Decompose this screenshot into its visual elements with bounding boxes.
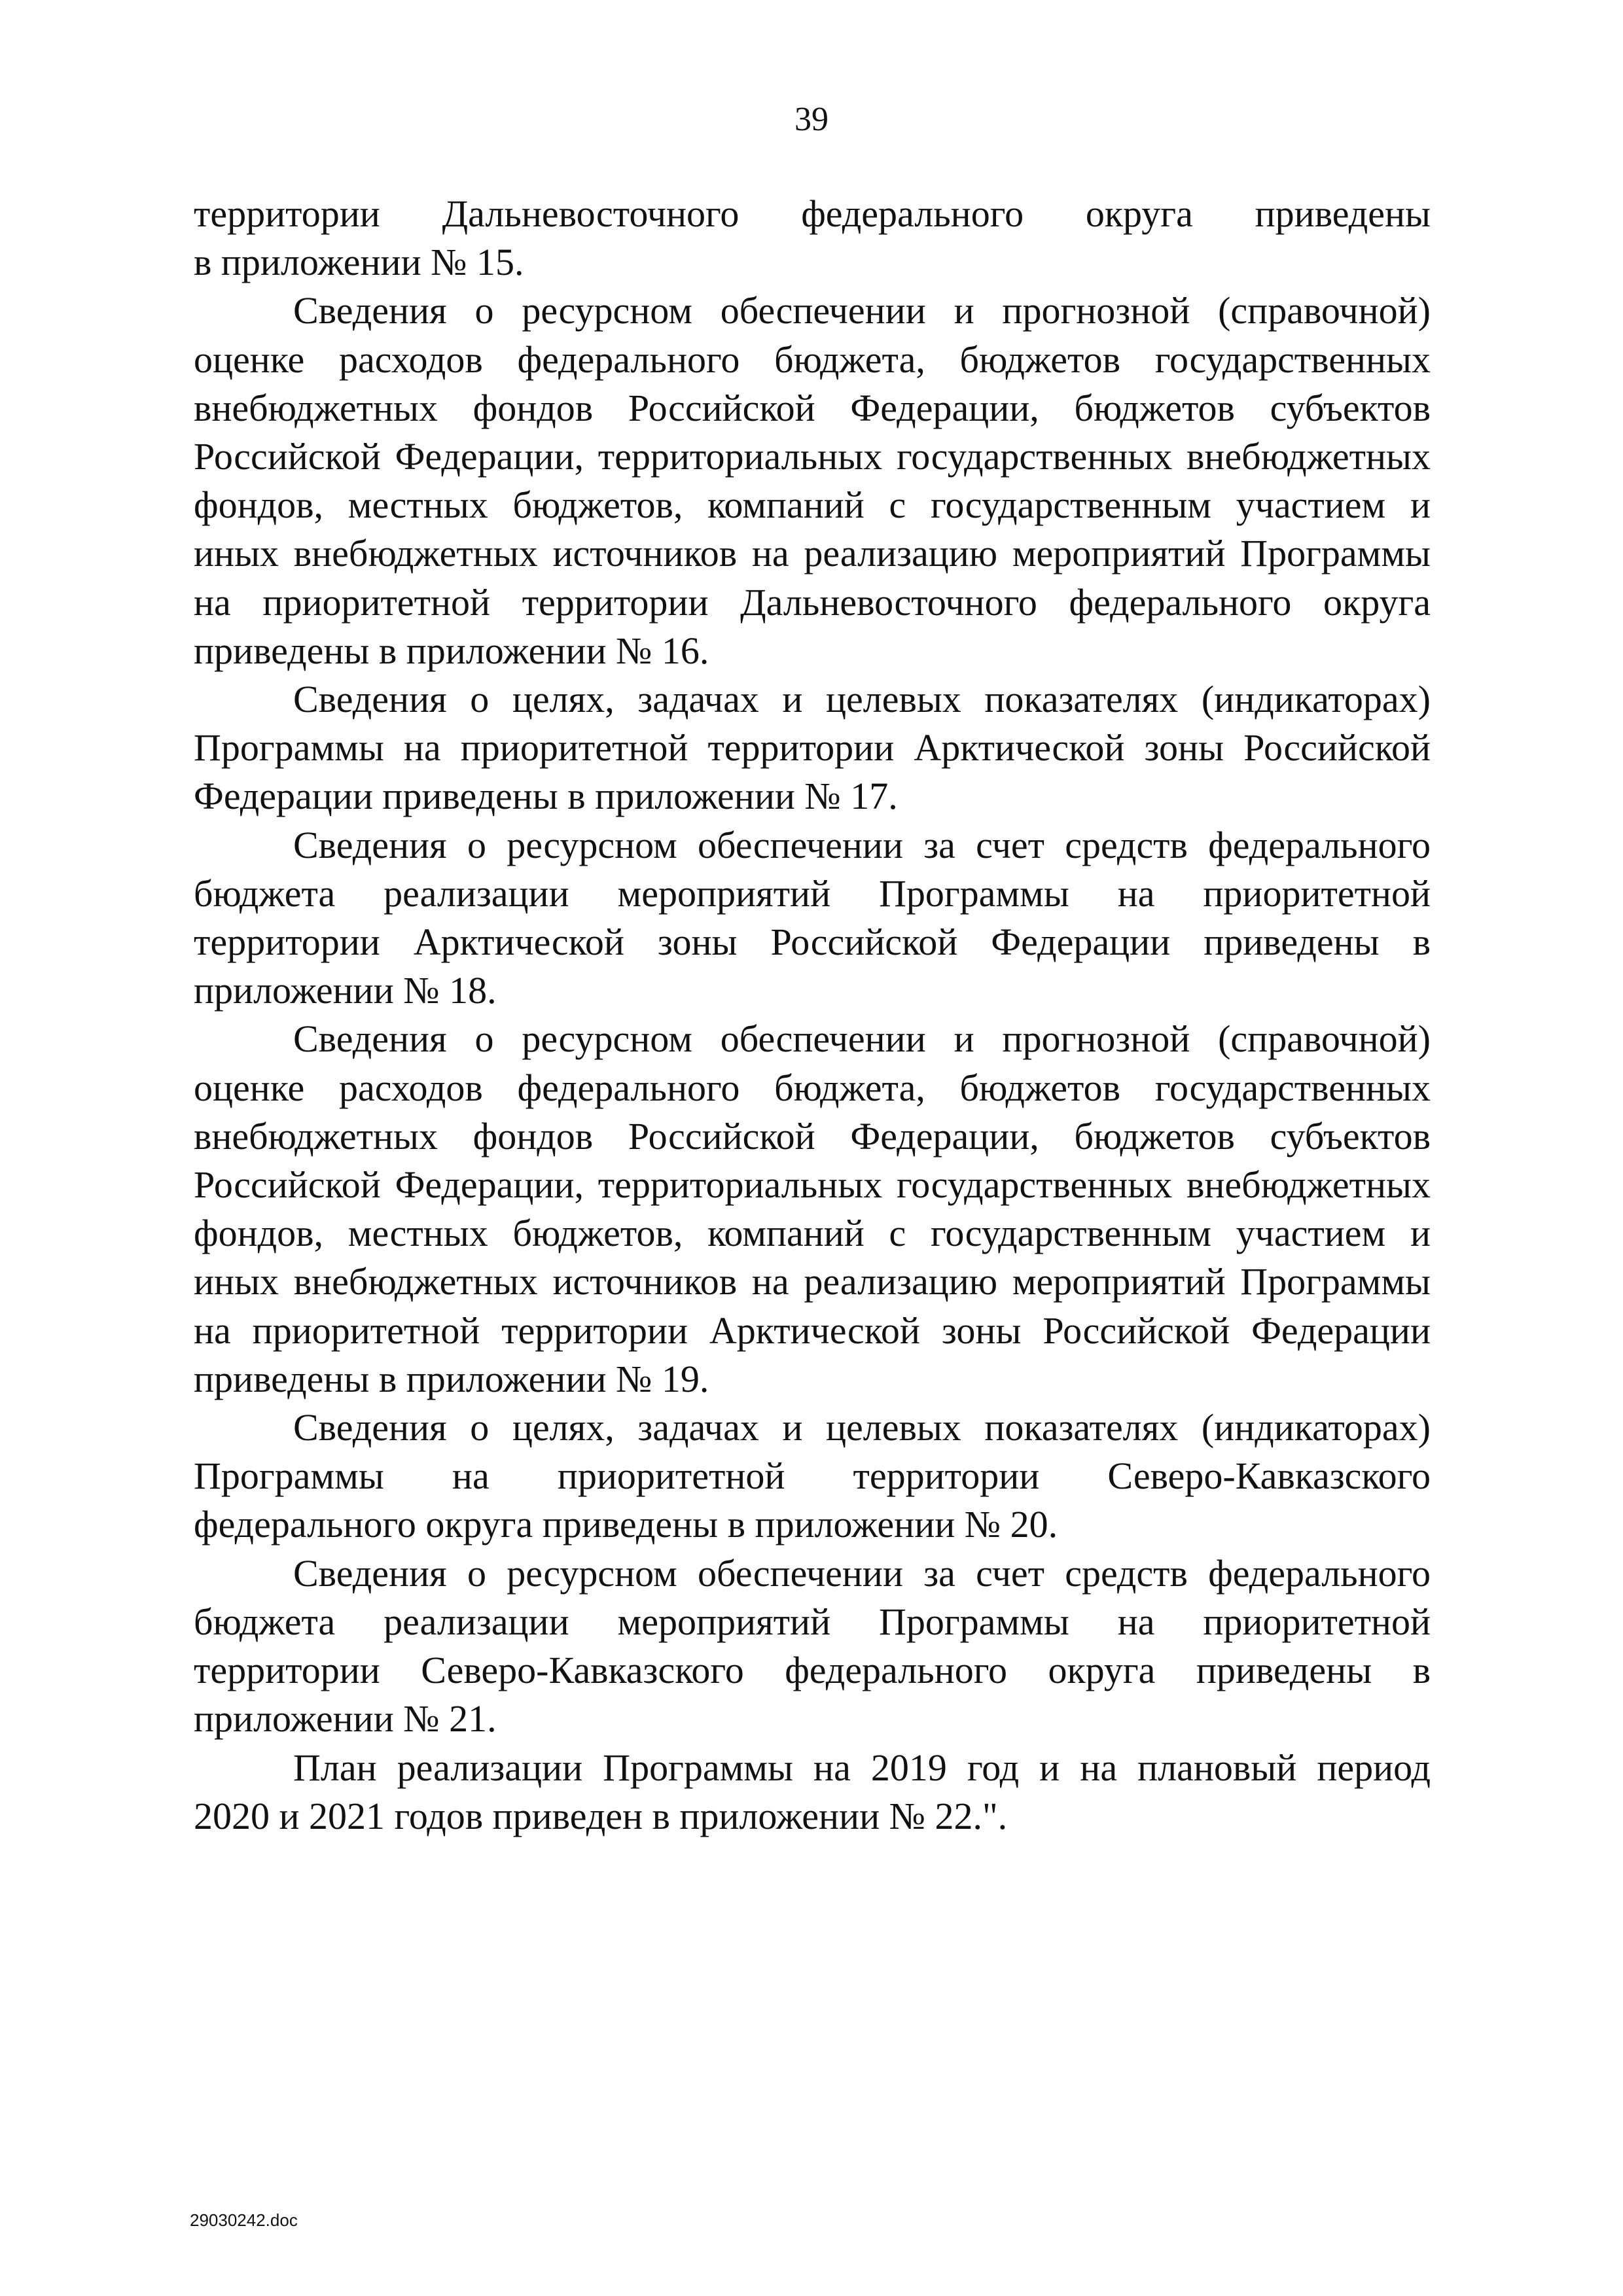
- text-line: Федерации приведены в приложении № 17.: [194, 775, 898, 818]
- text-line: на приоритетной территории Арктической зоны Российской Федерации: [194, 1309, 1431, 1352]
- text-line: 2020 и 2021 годов приведен в приложении № 22.".: [194, 1794, 1008, 1837]
- text-line: Сведения о ресурсном обеспечении и прогнозной (справочной): [293, 289, 1431, 332]
- text-line: оценке расходов федерального бюджета, бюджетов государственных: [194, 1066, 1431, 1109]
- page-number: 39: [794, 101, 829, 138]
- text-line: Российской Федерации, территориальных государственных внебюджетных: [194, 1163, 1431, 1207]
- text-line: иных внебюджетных источников на реализацию мероприятий Программы: [194, 1260, 1431, 1303]
- text-line: в приложении № 15.: [194, 241, 524, 284]
- document-filename: 29030242.doc: [190, 2210, 298, 2230]
- paragraph: [194, 821, 1431, 1016]
- paragraph: [194, 1404, 1431, 1549]
- text-line: на приоритетной территории Дальневосточного федерального округа: [194, 580, 1431, 624]
- text-line: федерального округа приведены в приложении № 20.: [194, 1503, 1058, 1546]
- text-line: приложении № 21.: [194, 1697, 497, 1740]
- text-line: приведены в приложении № 16.: [194, 629, 709, 672]
- text-line: Сведения о ресурсном обеспечении за счет средств федерального: [293, 1551, 1431, 1595]
- text-line: иных внебюджетных источников на реализацию мероприятий Программы: [194, 532, 1431, 575]
- text-line: Программы на приоритетной территории Арктической зоны Российской: [194, 726, 1431, 769]
- text-line: Сведения о целях, задачах и целевых показателях (индикаторах): [293, 678, 1431, 721]
- paragraph: [194, 190, 1431, 287]
- paragraph: [194, 1015, 1431, 1404]
- paragraph: [194, 675, 1431, 821]
- paragraph: [194, 1549, 1431, 1744]
- text-line: внебюджетных фондов Российской Федерации, бюджетов субъектов: [194, 386, 1431, 429]
- text-line: План реализации Программы на 2019 год и на плановый период: [293, 1746, 1431, 1789]
- text-line: территории Дальневосточного федерального округа приведены: [194, 192, 1431, 235]
- text-line: оценке расходов федерального бюджета, бюджетов государственных: [194, 338, 1431, 381]
- text-line: территории Арктической зоны Российской Федерации приведены в: [194, 921, 1431, 964]
- text-line: Сведения о ресурсном обеспечении и прогнозной (справочной): [293, 1017, 1431, 1061]
- text-line: территории Северо-Кавказского федерального округа приведены в: [194, 1649, 1431, 1692]
- text-line: Сведения о ресурсном обеспечении за счет средств федерального: [293, 823, 1431, 866]
- document-body: [194, 190, 1431, 1841]
- text-line: фондов, местных бюджетов, компаний с государственным участием и: [194, 1212, 1431, 1255]
- text-line: бюджета реализации мероприятий Программы на приоритетной: [194, 872, 1431, 915]
- text-line: фондов, местных бюджетов, компаний с государственным участием и: [194, 484, 1431, 527]
- text-line: Российской Федерации, территориальных государственных внебюджетных: [194, 435, 1431, 478]
- text-line: бюджета реализации мероприятий Программы на приоритетной: [194, 1600, 1431, 1643]
- text-line: приложении № 18.: [194, 969, 497, 1012]
- text-line: приведены в приложении № 19.: [194, 1357, 709, 1400]
- text-line: Сведения о целях, задачах и целевых показателях (индикаторах): [293, 1406, 1431, 1449]
- paragraph: [194, 1744, 1431, 1841]
- text-line: Программы на приоритетной территории Северо-Кавказского: [194, 1455, 1431, 1498]
- text-line: внебюджетных фондов Российской Федерации, бюджетов субъектов: [194, 1114, 1431, 1157]
- paragraph: [194, 287, 1431, 675]
